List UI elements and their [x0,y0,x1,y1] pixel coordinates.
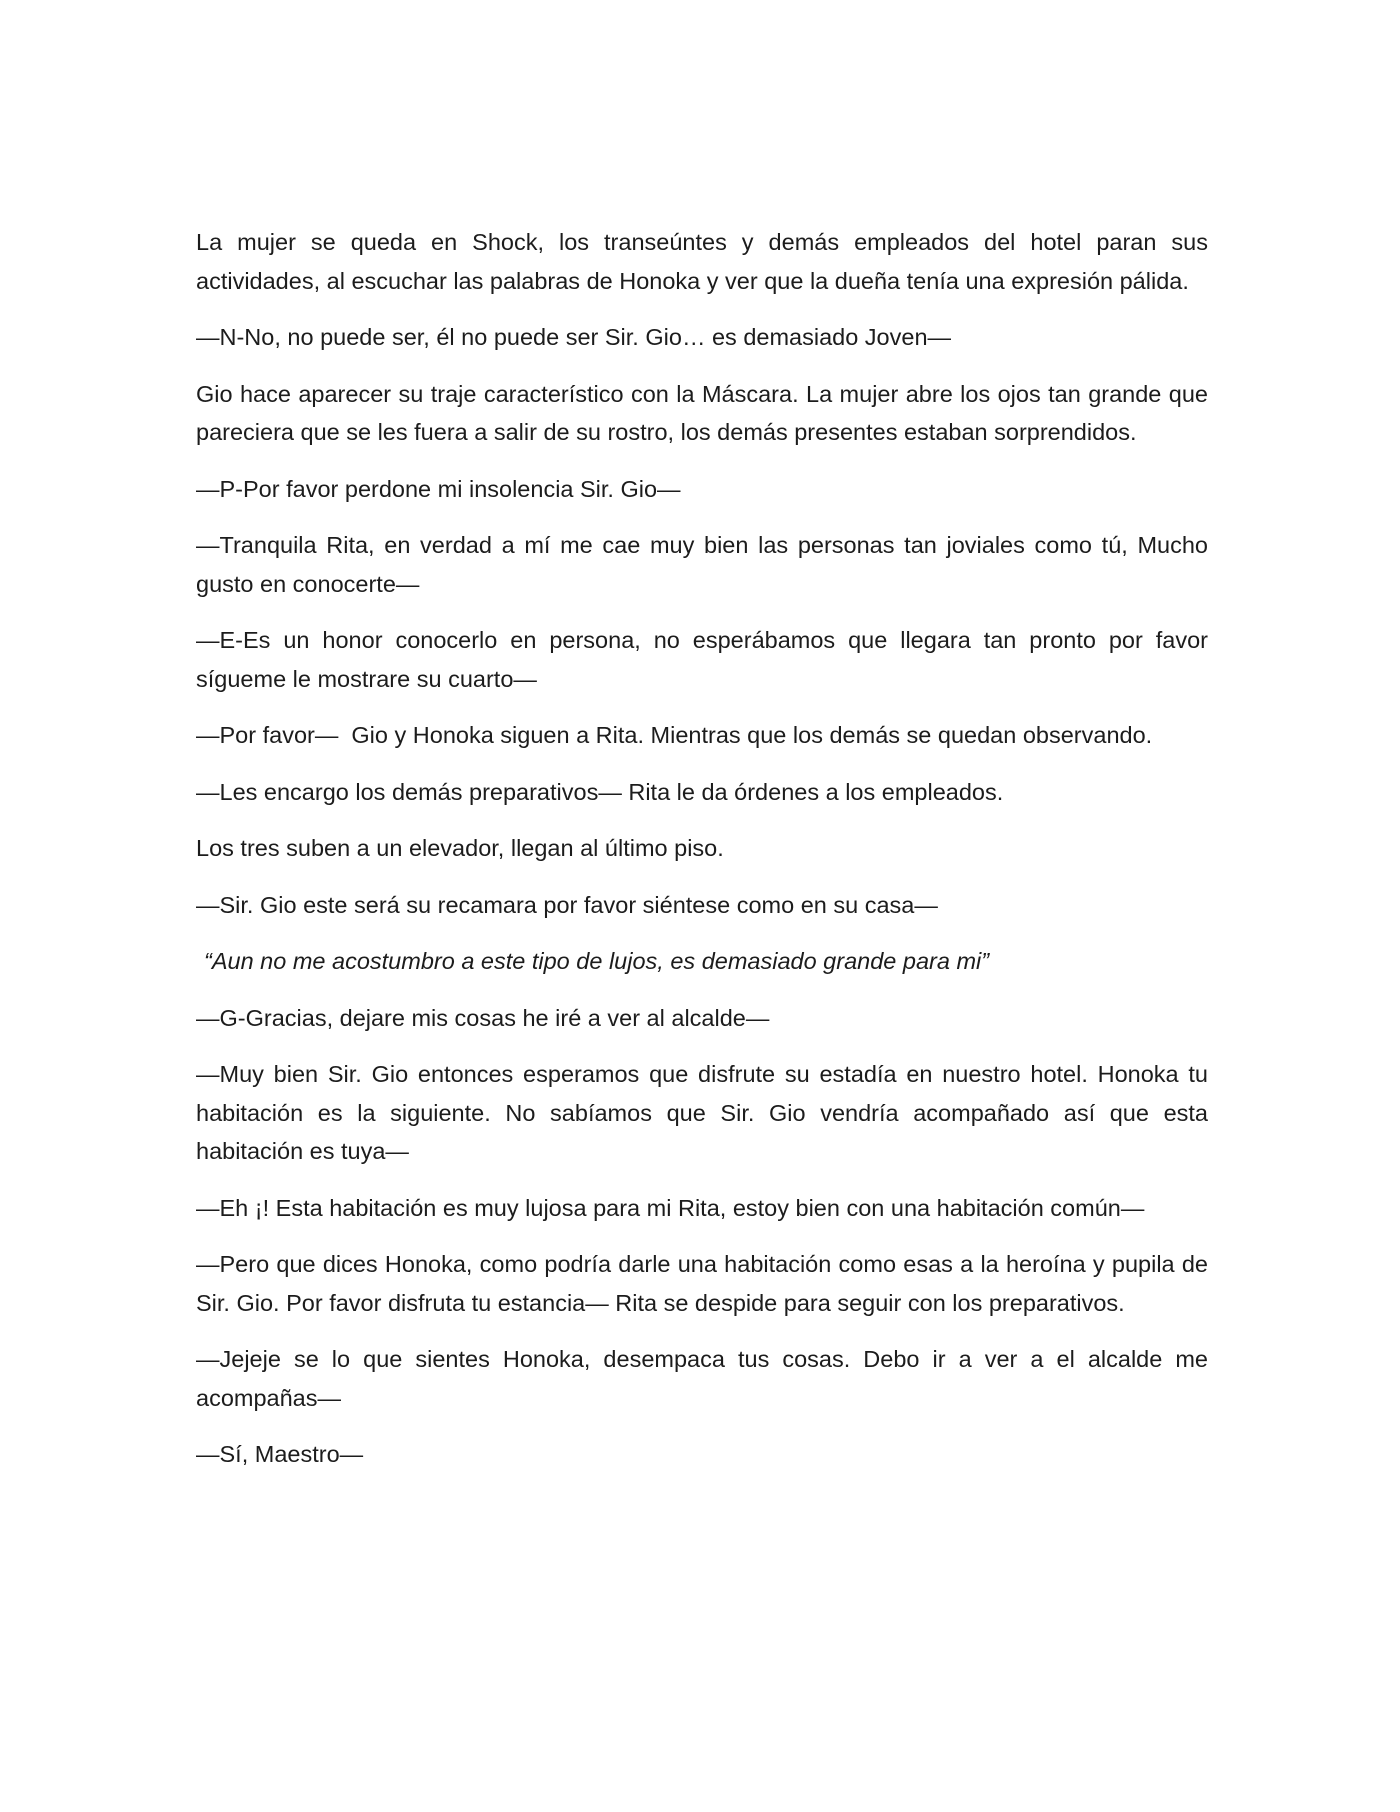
paragraph-1: La mujer se queda en Shock, los transeúntes y demás empleados del hotel paran sus actividades, al escuchar las palabras de Honoka y ver que la dueña tenía una expresión pálida. [196,229,1208,294]
paragraph-9: Los tres suben a un elevador, llegan al último piso. [196,835,724,861]
paragraph-12: —G-Gracias, dejare mis cosas he iré a ver al alcalde— [196,1004,770,1031]
paragraph-14: —Eh ¡! Esta habitación es muy lujosa para mi Rita, estoy bien con una habitación común— [196,1194,1145,1221]
paragraph-10: —Sir. Gio este será su recamara por favor siéntese como en su casa— [196,891,938,918]
paragraph-16: —Jejeje se lo que sientes Honoka, desempaca tus cosas. Debo ir a ver a el alcalde me acompañas— [196,1346,1208,1411]
inner-thought: “Aun no me acostumbro a este tipo de lujos, es demasiado grande para mi” [204,948,990,974]
paragraph-4: —P-Por favor perdone mi insolencia Sir. Gio— [196,475,681,502]
paragraph-3: Gio hace aparecer su traje característico con la Máscara. La mujer abre los ojos tan grande que pareciera que se les fuera a salir de su rostro, los demás presentes estaban sorprendidos. [196,380,1208,445]
paragraph-7: —Por favor— Gio y Honoka siguen a Rita. Mientras que los demás se quedan observando. [196,722,1153,748]
paragraph-2: —N-No, no puede ser, él no puede ser Sir. Gio… es demasiado Joven— [196,324,952,350]
paragraph-17: —Sí, Maestro— [196,1441,364,1467]
paragraph-5: —Tranquila Rita, en verdad a mí me cae muy bien las personas tan joviales como tú, Mucho gusto en conocerte— [196,532,1208,597]
paragraph-6: —E-Es un honor conocerlo en persona, no esperábamos que llegara tan pronto por favor sígueme le mostrare su cuarto— [196,627,1208,692]
paragraph-13: —Muy bien Sir. Gio entonces esperamos que disfrute su estadía en nuestro hotel. Honoka tu habitación es la siguiente. No sabíamos que Sir. Gio vendría acompañado así que esta habitación es tuya— [196,1061,1208,1164]
document-body [196,223,1208,1492]
paragraph-8: —Les encargo los demás preparativos— Rita le da órdenes a los empleados. [196,778,1004,805]
paragraph-15: —Pero que dices Honoka, como podría darle una habitación como esas a la heroína y pupila de Sir. Gio. Por favor disfruta tu estancia— Rita se despide para seguir con los preparativos. [196,1251,1208,1316]
